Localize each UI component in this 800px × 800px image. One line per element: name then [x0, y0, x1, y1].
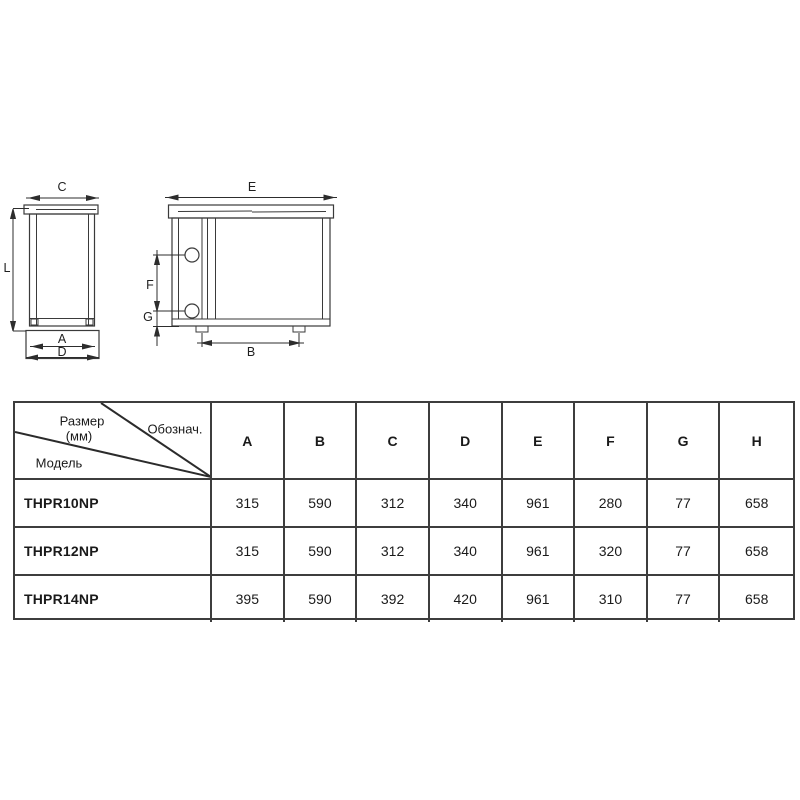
table-value: 658: [745, 591, 769, 607]
model-name: THPR10NP: [15, 480, 212, 528]
front-dim-label-E: E: [247, 180, 257, 194]
table-value: 320: [575, 528, 648, 576]
front-view: [169, 205, 334, 332]
table-value: 280: [575, 480, 648, 528]
table-value: 312: [357, 528, 430, 576]
corner-label-size: Размер: [59, 413, 105, 429]
table-value: 340: [430, 480, 503, 528]
table-value: 77: [648, 528, 721, 576]
front-dim-label-B: B: [246, 345, 256, 359]
table-value: 590: [285, 528, 358, 576]
side-body: [30, 214, 95, 326]
upper-pipe-connection: [185, 248, 199, 262]
col-header-D: D: [430, 403, 503, 480]
table-value: 315: [212, 480, 285, 528]
front-dim-label-G: G: [143, 310, 153, 324]
front-dim-label-F: F: [146, 278, 154, 292]
dimensions-table: [13, 401, 795, 620]
side-dim-label-C: C: [57, 180, 67, 194]
table-value: 961: [503, 480, 576, 528]
side-dim-label-D: D: [57, 345, 67, 359]
table-value: 961: [503, 576, 576, 622]
model-name: THPR14NP: [15, 576, 212, 622]
col-header-G: G: [648, 403, 721, 480]
col-header-B: B: [285, 403, 358, 480]
side-dim-label-L: L: [3, 261, 11, 275]
lower-pipe-connection: [185, 304, 199, 318]
corner-label-designation: Обознач.: [147, 421, 203, 437]
table-value: 658: [720, 480, 793, 528]
table-value: 392: [357, 576, 430, 622]
col-header-F: F: [575, 403, 648, 480]
table-value: 312: [357, 480, 430, 528]
table-value: 310: [575, 576, 648, 622]
front-body: [172, 218, 330, 326]
side-view-dimensions: [11, 196, 99, 360]
table-value: 590: [285, 480, 358, 528]
front-foot-left: [196, 326, 208, 332]
col-header-H: H: [720, 403, 793, 480]
table-value: 395: [212, 576, 285, 622]
table-value: 420: [430, 576, 503, 622]
corner-label-model: Модель: [35, 455, 83, 471]
table-value: 77: [648, 480, 721, 528]
col-header-A: A: [212, 403, 285, 480]
front-foot-right: [293, 326, 305, 332]
side-dim-label-A: A: [57, 332, 67, 346]
table-value: 315: [212, 528, 285, 576]
model-name: THPR12NP: [15, 528, 212, 576]
table-value: 77: [648, 576, 721, 622]
table-value: 658: [720, 528, 793, 576]
corner-label-units: (мм): [65, 428, 93, 444]
table-corner-cell: [15, 403, 212, 480]
col-header-E: E: [503, 403, 576, 480]
col-header-C: C: [357, 403, 430, 480]
table-value: 961: [503, 528, 576, 576]
table-value: 590: [285, 576, 358, 622]
table-value: 340: [430, 528, 503, 576]
